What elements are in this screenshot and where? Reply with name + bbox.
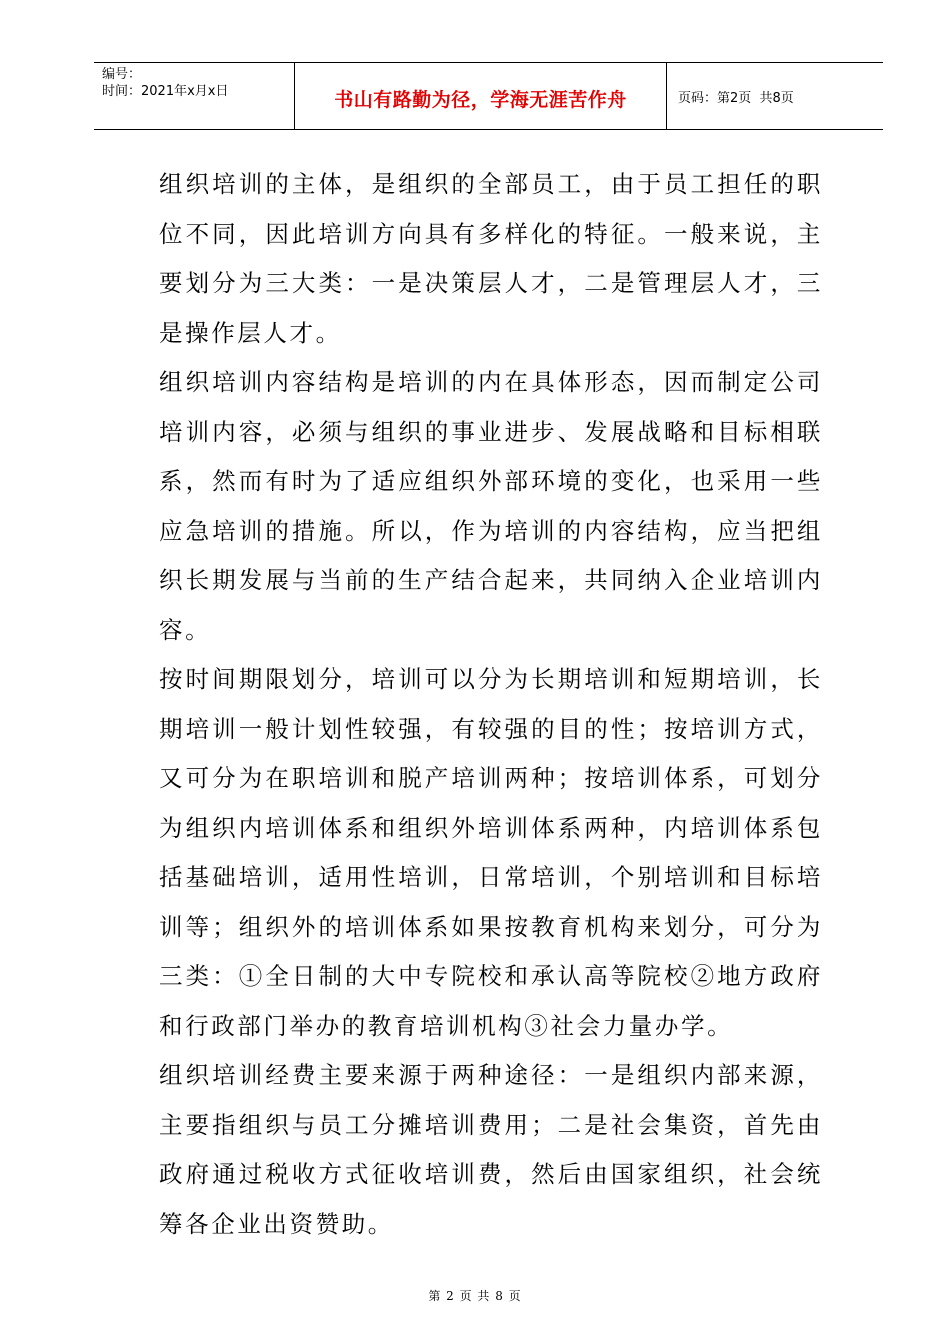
header-motto-cell [295, 63, 667, 129]
page-header [94, 62, 883, 130]
document-number-label: 编号： [102, 67, 142, 82]
header-meta [94, 63, 295, 129]
header-page-info-cell [667, 63, 883, 129]
document-time-label: 时间：2021年x月x日 [102, 84, 229, 99]
body-paragraph-4: 组织培训经费主要来源于两种途径：一是组织内部来源，主要指组织与员工分摊培训费用；二是社会集资，首先由政府通过税收方式征收培训费，然后由国家组织，社会统筹各企业出资赞助。 [159, 1061, 823, 1238]
header-page-info: 页码：第2页 共8页 [678, 90, 794, 106]
document-body [159, 160, 823, 1249]
header-motto: 书山有路勤为径，学海无涯苦作舟 [334, 88, 627, 111]
body-paragraph-1: 组织培训的主体，是组织的全部员工，由于员工担任的职位不同，因此培训方向具有多样化的特征。一般来说，主要划分为三大类：一是决策层人才，二是管理层人才，三是操作层人才。 [159, 170, 823, 347]
page-footer: 第 2 页 共 8 页 [428, 1289, 522, 1303]
body-paragraph-2: 组织培训内容结构是培训的内在具体形态，因而制定公司培训内容，必须与组织的事业进步、发展战略和目标相联系，然而有时为了适应组织外部环境的变化，也采用一些应急培训的措施。所以，作为培训的内容结构，应当把组织长期发展与当前的生产结合起来，共同纳入企业培训内容。 [159, 368, 823, 644]
body-paragraph-3: 按时间期限划分，培训可以分为长期培训和短期培训，长期培训一般计划性较强，有较强的目的性；按培训方式，又可分为在职培训和脱产培训两种；按培训体系，可划分为组织内培训体系和组织外培训体系两种，内培训体系包括基础培训，适用性培训，日常培训，个别培训和目标培训等；组织外的培训体系如果按教育机构来划分，可分为三类：①全日制的大中专院校和承认高等院校②地方政府和行政部门举办的教育培训机构③社会力量办学。 [159, 665, 823, 1040]
